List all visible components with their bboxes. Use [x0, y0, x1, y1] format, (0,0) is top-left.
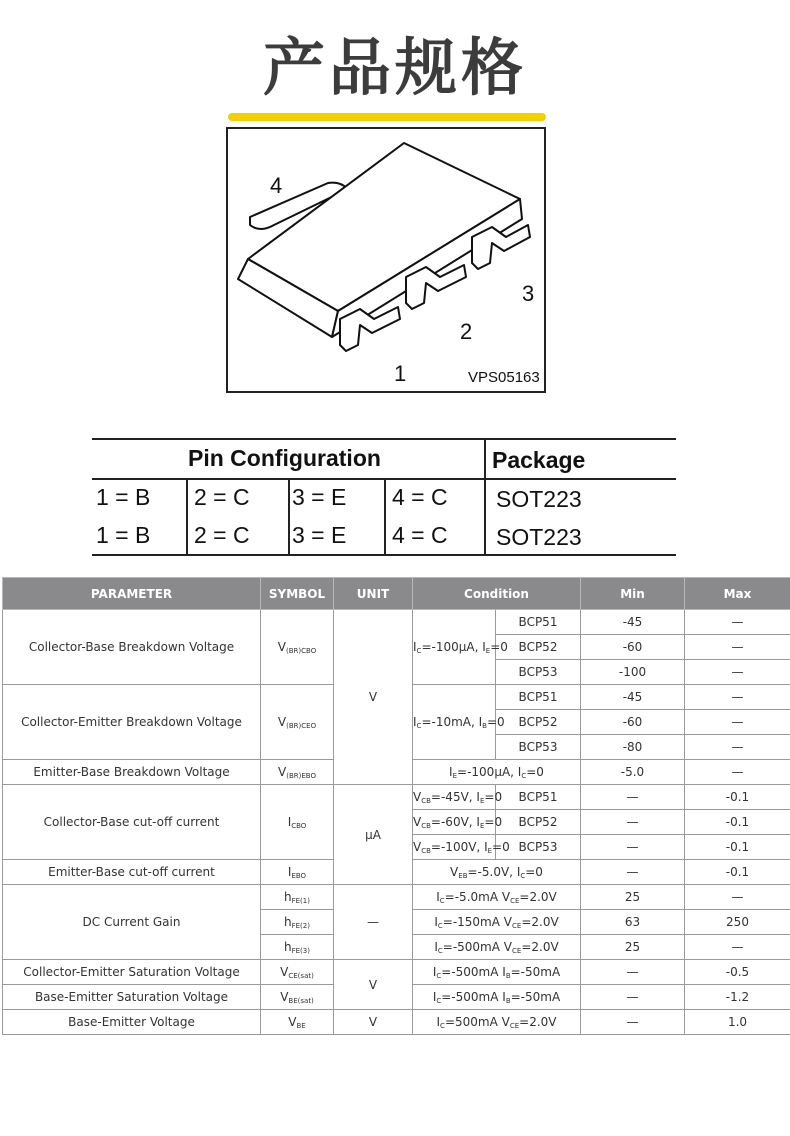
max-cell: — [685, 660, 790, 685]
min-cell: -100 [581, 660, 685, 685]
table-row [3, 610, 790, 635]
condition-cell: $I_C=500mA$ $V_{CE}=2.0V$ [413, 1010, 581, 1035]
package-code: VPS05163 [468, 369, 540, 386]
package-drawing [226, 127, 546, 393]
min-cell: — [581, 1010, 685, 1035]
max-cell: — [685, 635, 790, 660]
model-cell: BCP53 [496, 660, 581, 685]
min-cell: — [581, 985, 685, 1010]
pin-label-4: 4 [270, 173, 283, 198]
table-row [3, 1010, 790, 1035]
symbol-cell: $I_{CBO}$ [261, 785, 334, 860]
table-header-row [3, 578, 790, 610]
model-cell: BCP52 [496, 710, 581, 735]
max-cell: -0.1 [685, 860, 790, 885]
max-cell: — [685, 735, 790, 760]
symbol-cell: $h_{FE(3)}$ [261, 935, 334, 960]
condition-cell: $I_C=-10mA$, $I_B=0$ [413, 685, 496, 760]
symbol-cell: $V_{(BR)CEO}$ [261, 685, 334, 760]
min-cell: -80 [581, 735, 685, 760]
condition-cell: $V_{CB}=-60V$, $I_E=0$ [413, 810, 496, 835]
param-cell: DC Current Gain [3, 885, 261, 960]
param-cell: Collector-Base Breakdown Voltage [3, 610, 261, 685]
condition-cell: $I_E=-100\mu A$, $I_C=0$ [413, 760, 581, 785]
symbol-cell: $h_{FE(1)}$ [261, 885, 334, 910]
max-cell: 1.0 [685, 1010, 790, 1035]
param-cell: Emitter-Base Breakdown Voltage [3, 760, 261, 785]
table-row [3, 885, 790, 910]
condition-cell: $I_C=-500mA$ $V_{CE}=2.0V$ [413, 935, 581, 960]
sot223-package-illustration [228, 129, 544, 391]
unit-cell: V [334, 1010, 413, 1035]
condition-cell: $I_C=-500mA$ $I_B=-50mA$ [413, 985, 581, 1010]
condition-cell: $V_{CB}=-45V$, $I_E=0$ [413, 785, 496, 810]
min-cell: — [581, 785, 685, 810]
min-cell: — [581, 835, 685, 860]
symbol-cell: $V_{BE(sat)}$ [261, 985, 334, 1010]
unit-cell: V [334, 610, 413, 785]
min-cell: — [581, 860, 685, 885]
pin-cell: 4 = C [392, 484, 448, 510]
max-cell: — [685, 760, 790, 785]
max-cell: — [685, 610, 790, 635]
unit-cell: — [334, 885, 413, 960]
max-cell: -0.1 [685, 835, 790, 860]
package-header: Package [492, 447, 586, 473]
condition-cell: $I_C=-5.0mA$ $V_{CE}=2.0V$ [413, 885, 581, 910]
table-row [3, 960, 790, 985]
condition-cell: $V_{EB}=-5.0V$, $I_C=0$ [413, 860, 581, 885]
condition-cell: $V_{CB}=-100V$, $I_E=0$ [413, 835, 496, 860]
param-cell: Base-Emitter Saturation Voltage [3, 985, 261, 1010]
max-cell: — [685, 935, 790, 960]
min-cell: -45 [581, 610, 685, 635]
pin-label-3: 3 [522, 281, 535, 306]
param-cell: Emitter-Base cut-off current [3, 860, 261, 885]
min-cell: -60 [581, 710, 685, 735]
pin-cell: 4 = C [392, 522, 448, 548]
condition-cell: $I_C=-500mA$ $I_B=-50mA$ [413, 960, 581, 985]
table-row [3, 785, 790, 810]
header-condition: Condition [413, 578, 581, 610]
max-cell: -1.2 [685, 985, 790, 1010]
pin-label-2: 2 [460, 319, 473, 344]
max-cell: — [685, 710, 790, 735]
header-min: Min [581, 578, 685, 610]
max-cell: -0.5 [685, 960, 790, 985]
model-cell: BCP51 [496, 610, 581, 635]
model-cell: BCP51 [496, 685, 581, 710]
unit-cell: μA [334, 785, 413, 885]
min-cell: -60 [581, 635, 685, 660]
symbol-cell: $V_{BE}$ [261, 1010, 334, 1035]
package-cell: SOT223 [496, 486, 582, 512]
pin-config-header: Pin Configuration [188, 445, 381, 471]
param-cell: Collector-Emitter Breakdown Voltage [3, 685, 261, 760]
pin-configuration-table [92, 438, 676, 556]
page-title: 产品规格 [262, 31, 527, 104]
param-cell: Collector-Base cut-off current [3, 785, 261, 860]
spec-table [2, 577, 790, 1035]
package-cell: SOT223 [496, 524, 582, 550]
pin-cell: 1 = B [96, 522, 151, 548]
pin-cell: 3 = E [292, 484, 347, 510]
max-cell: 250 [685, 910, 790, 935]
pin-label-1: 1 [394, 361, 407, 386]
header-max: Max [685, 578, 790, 610]
min-cell: 25 [581, 935, 685, 960]
model-cell: BCP51 [496, 785, 581, 810]
param-cell: Base-Emitter Voltage [3, 1010, 261, 1035]
param-cell: Collector-Emitter Saturation Voltage [3, 960, 261, 985]
condition-cell: $I_C=-150mA$ $V_{CE}=2.0V$ [413, 910, 581, 935]
symbol-cell: $I_{EBO}$ [261, 860, 334, 885]
max-cell: — [685, 685, 790, 710]
condition-cell: $I_C=-100\mu A$, $I_E=0$ [413, 610, 496, 685]
pin-cell: 1 = B [96, 484, 151, 510]
max-cell: -0.1 [685, 810, 790, 835]
unit-cell: V [334, 960, 413, 1010]
model-cell: BCP53 [496, 735, 581, 760]
symbol-cell: $h_{FE(2)}$ [261, 910, 334, 935]
min-cell: 25 [581, 885, 685, 910]
model-cell: BCP52 [496, 635, 581, 660]
model-cell: BCP52 [496, 810, 581, 835]
pin-cell: 2 = C [194, 522, 250, 548]
symbol-cell: $V_{(BR)EBO}$ [261, 760, 334, 785]
model-cell: BCP53 [496, 835, 581, 860]
min-cell: 63 [581, 910, 685, 935]
title-underline [228, 113, 546, 121]
pin-cell: 2 = C [194, 484, 250, 510]
symbol-cell: $V_{CE(sat)}$ [261, 960, 334, 985]
min-cell: -5.0 [581, 760, 685, 785]
header-symbol: SYMBOL [261, 578, 334, 610]
min-cell: — [581, 960, 685, 985]
min-cell: -45 [581, 685, 685, 710]
symbol-cell: $V_{(BR)CBO}$ [261, 610, 334, 685]
pin-cell: 3 = E [292, 522, 347, 548]
min-cell: — [581, 810, 685, 835]
header-unit: UNIT [334, 578, 413, 610]
header-parameter: PARAMETER [3, 578, 261, 610]
max-cell: — [685, 885, 790, 910]
max-cell: -0.1 [685, 785, 790, 810]
